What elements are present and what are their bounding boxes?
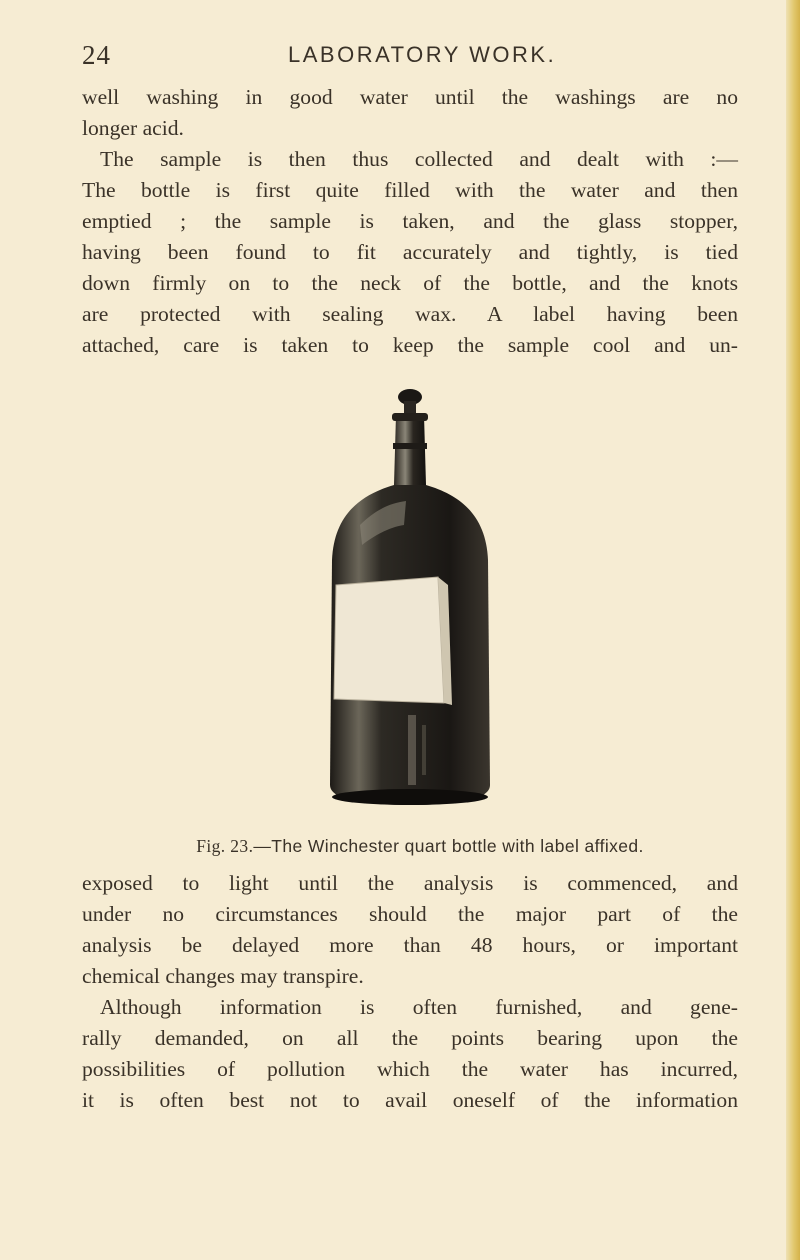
text-line: The bottle is first quite filled with the water and then [82, 178, 738, 202]
page-edge [786, 0, 800, 1260]
text-line: well washing in good water until the washings are no [82, 85, 738, 109]
body-text-top [82, 82, 738, 361]
text-line: Although information is often furnished, and gene- [100, 995, 738, 1019]
text-line: longer acid. [82, 116, 184, 140]
text-line: possibilities of pollution which the water has incurred, [82, 1057, 738, 1081]
text-line: having been found to fit accurately and tightly, is tied [82, 240, 738, 264]
text-line: analysis be delayed more than 48 hours, or important [82, 933, 738, 957]
text-line: rally demanded, on all the points bearing upon the [82, 1026, 738, 1050]
body-text-bottom [82, 868, 738, 1116]
text-line: chemical changes may transpire. [82, 964, 364, 988]
winchester-bottle-illustration [320, 385, 500, 815]
figure-caption-text: —The Winchester quart bottle with label affixed. [253, 836, 644, 856]
running-head: LABORATORY WORK. [288, 42, 557, 67]
text-line: are protected with sealing wax. A label having been [82, 302, 738, 326]
text-line: The sample is then thus collected and dealt with :— [100, 147, 738, 171]
text-line: attached, care is taken to keep the sample cool and un- [82, 333, 738, 357]
bottle-icon [320, 385, 500, 815]
text-line: emptied ; the sample is taken, and the glass stopper, [82, 209, 738, 233]
page-header [82, 40, 742, 80]
figure-caption [100, 836, 740, 857]
page-number: 24 [82, 40, 111, 70]
text-line: under no circumstances should the major part of the [82, 902, 738, 926]
text-line: exposed to light until the analysis is commenced, and [82, 871, 738, 895]
text-line: down firmly on to the neck of the bottle, and the knots [82, 271, 738, 295]
figure-label: Fig. 23. [196, 836, 254, 856]
text-line: it is often best not to avail oneself of the information [82, 1088, 738, 1112]
